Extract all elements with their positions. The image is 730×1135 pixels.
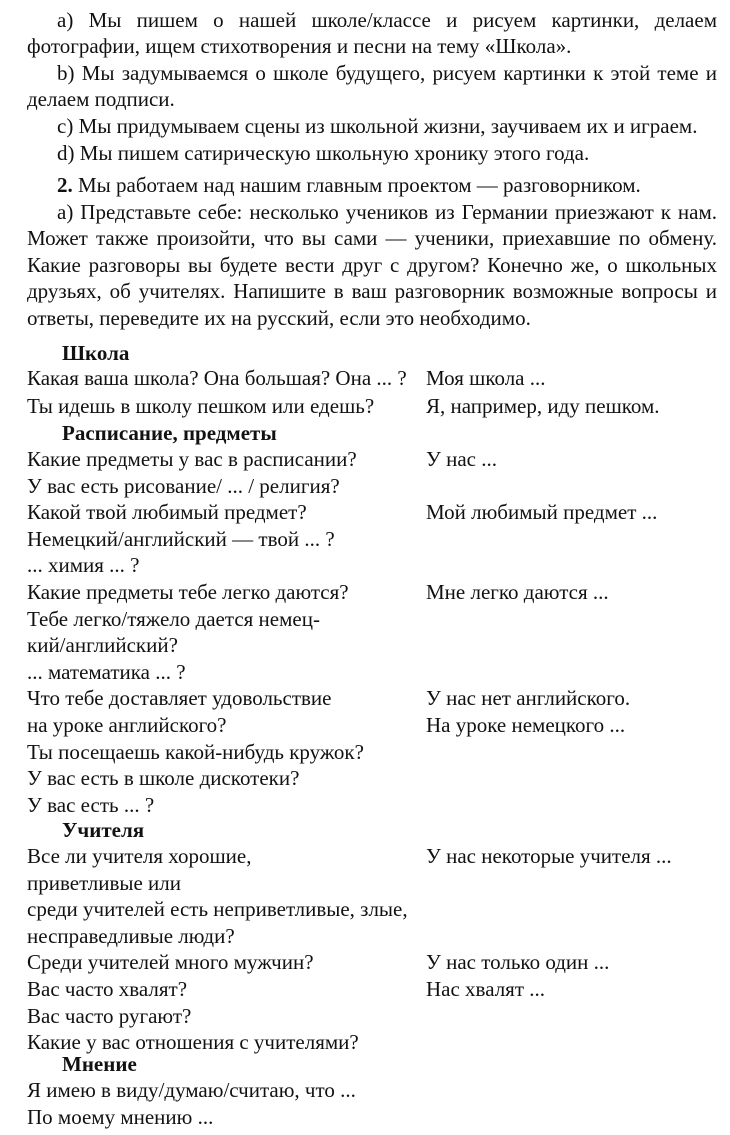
paragraph-1a [27,7,717,60]
phrase-row [27,792,727,818]
question-text: приветливые или [27,870,182,895]
section-heading-opinion: Мнение [62,1052,137,1076]
answer-text: У нас нет английского. [426,686,631,711]
paragraph-2 [27,172,717,198]
phrase-row [27,923,727,949]
question-text: Я имею в виду/думаю/считаю, что ... [27,1078,356,1102]
section-heading-schedule: Расписание, предметы [62,421,277,445]
question-text: Какая ваша школа? Она большая? Она ... ? [27,366,407,390]
task-number: 2. [57,173,73,197]
question-text: на уроке английского? [27,713,227,737]
question-text: ... химия ... ? [27,553,140,578]
phrase-row [27,499,727,525]
answer-text: На уроке немецкого ... [426,713,626,737]
answer-text: Я, например, иду пешком. [426,393,660,418]
phrase-row [27,949,727,975]
phrase-row [27,1003,727,1029]
paragraph-1c-text: c) Мы придумываем сцены из школьной жизни, заучиваем их и играем. [57,114,698,138]
paragraph-1d-text: d) Мы пишем сатирическую школьную хронику этого года. [57,141,590,165]
phrase-row [27,685,727,711]
section-heading-school: Школа [62,341,130,365]
phrase-row [27,659,727,685]
question-text: У вас есть ... ? [27,792,155,817]
question-text: Что тебе доставляет удовольствие [27,686,332,711]
question-text: Вас часто хвалят? [27,977,188,1001]
paragraph-1b [27,60,717,113]
phrase-row [27,579,727,605]
answer-text: У нас некоторые учителя ... [426,844,672,868]
question-text: У вас есть в школе дискотеки? [27,766,300,791]
paragraph-2a-text: a) Представьте себе: несколько учеников из Германии приезжают к нам. Может также произойти, что вы сами — ученики, приехавшие по обмену. Какие разговоры вы будете вести друг с другом? Конечно же, о школьных друзьях, об учителях. Напишите в ваш разговорник возможные вопросы и ответы, переведите их на русский, если это необходимо. [27,200,717,330]
question-text: среди учителей есть неприветливые, злые, [27,897,408,922]
paragraph-1c [27,113,717,139]
phrase-row [27,393,727,419]
question-text: ... математика ... ? [27,659,186,684]
question-text: Вас часто ругают? [27,1003,192,1028]
phrase-row [27,976,727,1002]
phrase-row [27,552,727,578]
phrase-row [27,1077,727,1103]
question-text: Ты идешь в школу пешком или едешь? [27,393,375,418]
phrase-row [27,446,727,472]
phrase-row [27,606,727,632]
phrase-row [27,1104,727,1130]
answer-text: Мне легко даются ... [426,580,609,604]
question-text: Среди учителей много мужчин? [27,950,314,975]
question-text: Ты посещаешь какой-нибудь кружок? [27,739,364,764]
paragraph-2-text: Мы работаем над нашим главным проектом — разговорником. [72,173,641,197]
paragraph-1d [27,140,717,166]
answer-text: У нас только один ... [426,950,610,975]
answer-text: Нас хвалят ... [426,977,546,1001]
question-text: несправедливые люди? [27,923,235,948]
question-text: Какие предметы тебе легко даются? [27,580,349,604]
question-text: Какие предметы у вас в расписании? [27,447,357,471]
phrase-row [27,712,727,738]
phrase-row [27,896,727,922]
answer-text: У нас ... [426,447,497,471]
answer-text: Моя школа ... [426,366,546,390]
paragraph-1b-text: b) Мы задумываемся о школе будущего, рисуем картинки к этой теме и делаем подписи. [27,61,717,112]
question-text: У вас есть рисование/ ... / религия? [27,473,340,498]
phrase-row [27,870,727,896]
question-text: Какие у вас отношения с учителями? [27,1030,359,1055]
phrase-row [27,739,727,765]
phrase-row [27,843,727,869]
phrase-row [27,765,727,791]
question-text: Немецкий/английский — твой ... ? [27,526,335,551]
question-text: Какой твой любимый предмет? [27,500,307,525]
question-text: кий/английский? [27,633,178,658]
phrase-row [27,632,727,658]
phrase-row [27,473,727,499]
phrase-row [27,526,727,552]
answer-text: Мой любимый предмет ... [426,500,658,525]
paragraph-1a-text: a) Мы пишем о нашей школе/классе и рисуем картинки, делаем фотографии, ищем стихотворения и песни на тему «Школа». [27,8,717,59]
phrase-row [27,365,727,391]
paragraph-2a [27,199,717,331]
question-text: Все ли учителя хорошие, [27,844,252,868]
question-text: По моему мнению ... [27,1104,214,1129]
section-heading-teachers: Учителя [62,818,145,842]
question-text: Тебе легко/тяжело дается немец- [27,606,320,631]
